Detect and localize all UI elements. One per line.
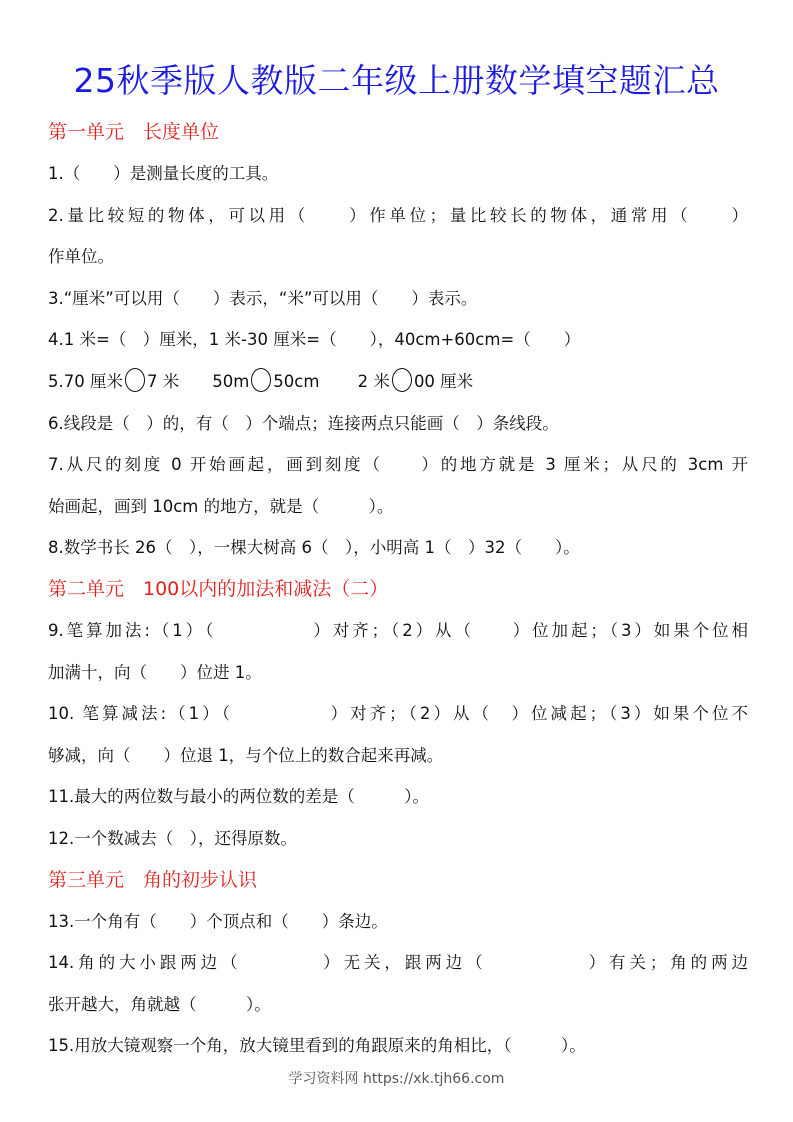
question-14-line-2: 张开越大，角就越（ ）。: [48, 994, 271, 1014]
compare-circle[interactable]: [125, 368, 145, 392]
question-5-part-1: 5.70 厘米: [48, 371, 123, 391]
unit-heading-3: 第三单元 角的初步认识: [48, 868, 258, 891]
question-12: 12.一个数减去（ ），还得原数。: [48, 828, 297, 848]
question-10-line-2: 够减，向（ ）位退 1，与个位上的数合起来再减。: [48, 745, 444, 765]
question-5: [48, 361, 748, 403]
question-15: 15.用放大镜观察一个角，放大镜里看到的角跟原来的角相比，（ ）。: [48, 1036, 586, 1056]
question-4: 4.1 米=（ ）厘米，1 米-30 厘米=（ ），40cm+60cm=（ ）: [48, 330, 581, 350]
question-7-line-1: 7.从尺的刻度 0 开始画起，画到刻度（ ）的地方就是 3 厘米；从尺的 3cm 开: [48, 455, 748, 475]
footer-watermark: 学习资料网 https://xk.tjh66.com: [288, 1071, 505, 1087]
question-2-line-1: 2.量比较短的物体，可以用（ ）作单位；量比较长的物体，通常用（ ）: [48, 205, 748, 225]
question-5-part-2: 7 米 50m: [146, 371, 250, 391]
question-13: 13.一个角有（ ）个顶点和（ ）条边。: [48, 911, 388, 931]
unit-heading-2: 第二单元 100以内的加法和减法（二）: [48, 577, 389, 600]
question-2-line-2: 作单位。: [48, 247, 114, 267]
question-6: 6.线段是（ ）的，有（ ）个端点；连接两点只能画（ ）条线段。: [48, 413, 559, 433]
question-9-line-2: 加满十，向（ ）位进 1。: [48, 662, 262, 682]
question-7-line-2: 始画起，画到 10cm 的地方，就是（ ）。: [48, 496, 394, 516]
worksheet-body: [48, 112, 748, 1067]
question-14-line-1: 14.角的大小跟两边（ ）无关，跟两边（ ）有关；角的两边: [48, 953, 748, 973]
page-title: 25秋季版人教版二年级上册数学填空题汇总: [73, 61, 720, 100]
question-3: 3.“厘米”可以用（ ）表示，“米”可以用（ ）表示。: [48, 288, 478, 308]
question-5-part-3: 50cm 2 米: [273, 371, 390, 391]
unit-heading-1: 第一单元 长度单位: [48, 121, 220, 143]
question-9-line-1: 9.笔算加法:（1）（ ）对齐；（2）从（ ）位加起；（3）如果个位相: [48, 620, 748, 640]
compare-circle[interactable]: [251, 368, 271, 392]
question-10-line-1: 10. 笔算减法:（1）（ ）对齐；（2）从（ ）位减起；（3）如果个位不: [48, 704, 748, 724]
question-5-part-4: 00 厘米: [413, 371, 474, 391]
question-1: 1.（ ）是测量长度的工具。: [48, 164, 279, 183]
compare-circle[interactable]: [392, 368, 412, 392]
question-11: 11.最大的两位数与最小的两位数的差是（ ）。: [48, 787, 429, 807]
question-8: 8.数学书长 26（ ），一棵大树高 6（ ），小明高 1（ ）32（ ）。: [48, 538, 580, 558]
